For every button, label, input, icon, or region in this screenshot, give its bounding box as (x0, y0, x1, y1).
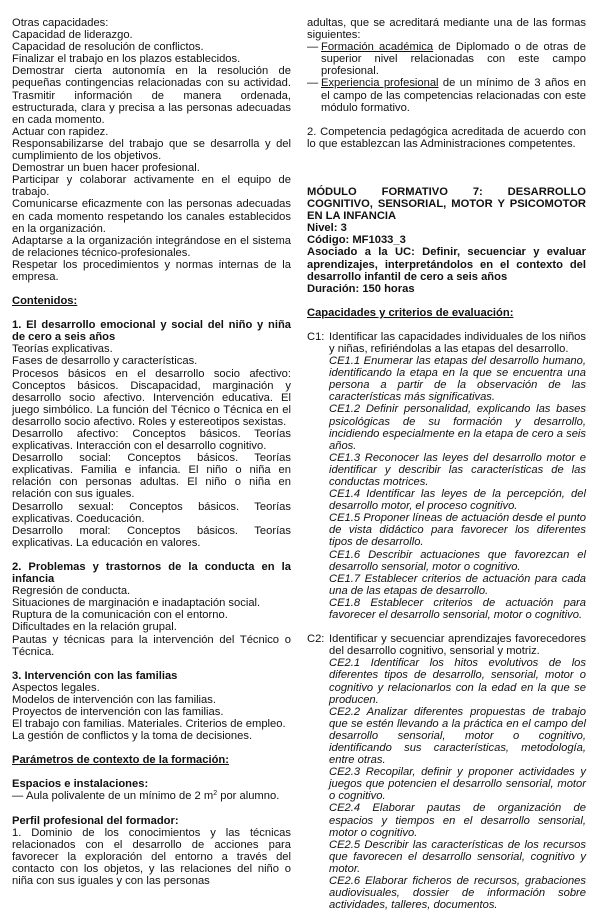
perfil-item-1: 1. Dominio de los conocimientos y las técnicas relacionados con el desarrollo de acciones para favorecer la exploración del entorno a través del contacto con los objetos, y las relaciones del niño o niña con sus iguales y con las personas (12, 826, 291, 887)
module-asociado: Asociado a la UC: Definir, secuenciar y evaluar aprendizajes, interpretándolos en el contexto del desarrollo infantil de cero a seis años (307, 246, 586, 283)
ce-item: CE1.8 Establecer criterios de actuación para favorecer el desarrollo sensorial, motor o cognitivo. (329, 596, 586, 622)
section-item: Desarrollo sexual: Conceptos básicos. Teorías explicativas. Coeducación. (12, 500, 291, 525)
section-item: Procesos básicos en el desarrollo socio afectivo: Conceptos básicos. Discapacidad, marginación y desarrollo socio afectivo. Intervención educativa. El juego simbólico. La función del Técnico o Técnica en el desarrollo socio afectivo. Roles y estereotipos sexistas. (12, 367, 291, 428)
section-item: Dificultades en la relación grupal. (12, 621, 177, 634)
criterion-code: C1: (307, 330, 325, 343)
module-header (307, 186, 586, 295)
section-title: 2. Problemas y trastornos de la conducta en la infancia (12, 560, 291, 586)
section-item: Desarrollo afectivo: Conceptos básicos. Teorías explicativas. Interacción con el desarrollo cognitivo. (12, 428, 291, 453)
dash-bullet: — (307, 41, 319, 54)
section-item: La gestión de conflictos y la toma de decisiones. (12, 730, 253, 743)
espacios-title: Espacios e instalaciones: (12, 778, 149, 791)
otras-capacidades-intro: Otras capacidades: (12, 17, 109, 29)
left-column (12, 17, 291, 887)
capacidad-item: Capacidad de resolución de conflictos. (12, 41, 204, 54)
section-item: Regresión de conducta. (12, 585, 131, 598)
section-item: Modelos de intervención con las familias. (12, 693, 216, 706)
section-item: Desarrollo social: Conceptos básicos. Teorías explicativas. Familia e infancia. El niño o niña en relación con personas adultas. El niño o niña en relación con sus iguales. (12, 452, 291, 501)
espacios-item (12, 790, 291, 802)
contenido-section-2 (12, 561, 291, 658)
perfil-continued (307, 17, 586, 150)
capacidad-item: Comunicarse eficazmente con las personas adecuadas en cada momento respetando los canales establecidos en la organización. (12, 198, 291, 235)
criterion-text: Identificar y secuenciar aprendizajes favorecedores del desarrollo cognitivo, sensorial y motriz. (329, 633, 586, 658)
module-title: MÓDULO FORMATIVO 7: DESARROLLO COGNITIVO, SENSORIAL, MOTOR Y PSICOMOTOR EN LA INFANCIA (307, 185, 586, 223)
capacidad-item: Participar y colaborar activamente en el equipo de trabajo. (12, 174, 291, 199)
form-text: de Diplomado o de otras de superior nivel relacionadas con este campo profesional. (321, 41, 587, 78)
module-duracion: Duración: 150 horas (307, 282, 415, 295)
ce-item: CE1.6 Describir actuaciones que favorezcan el desarrollo sensorial, motor o cognitivo. (329, 548, 586, 573)
capacidad-item: Demostrar cierta autonomía en la resolución de pequeñas contingencias relacionadas con su actividad. Trasmitir información de manera ordenada, estructurada, clara y precisa a las personas adecuadas en cada momento. (12, 65, 291, 126)
section-item: Aspectos legales. (12, 681, 100, 694)
superscript-two: 2 (213, 790, 218, 798)
criterion-c2 (307, 633, 586, 911)
section-title: 1. El desarrollo emocional y social del niño y niña de cero a seis años (12, 319, 291, 344)
section-item: Fases de desarrollo y características. (12, 355, 198, 368)
capacidad-item: Demostrar un buen hacer profesional. (12, 162, 200, 175)
section-item: Situaciones de marginación e inadaptación social. (12, 597, 261, 610)
criterion-c1 (307, 331, 586, 621)
perfil-title: Perfil profesional del formador: (12, 814, 179, 827)
capacidad-item: Actuar con rapidez. (12, 125, 109, 138)
module-codigo: Código: MF1033_3 (307, 234, 406, 247)
section-item: Ruptura de la comunicación con el entorno. (12, 609, 228, 622)
dash-bullet: — (12, 790, 24, 803)
section-item: Teorías explicativas. (12, 343, 113, 356)
parametros-heading: Parámetros de contexto de la formación: (12, 754, 229, 767)
capacidades-heading: Capacidades y criterios de evaluación: (307, 306, 514, 319)
criterion-text: Identificar las capacidades individuales de los niños y niñas, refiriéndolas a las etapas del desarrollo. (329, 330, 586, 355)
acreditacion-form (307, 77, 586, 113)
ce-item: CE1.4 Identificar las leyes de la percepción, del desarrollo motor, el proceso cognitivo. (329, 488, 586, 513)
espacios-text-end: por alumno. (217, 790, 280, 803)
espacios-text: Aula polivalente de un mínimo de 2 m (26, 790, 214, 803)
ce-item: CE2.2 Analizar diferentes propuestas de trabajo que se estén llevando a la práctica en el campo del desarrollo sensorial, motor o cognitivo, identificando sus características, metodología, entre otras. (329, 705, 586, 767)
ce-item: CE2.4 Elaborar pautas de organización de espacios y tiempos en el desarrollo sensorial, motor o cognitivo. (329, 802, 586, 839)
right-column (307, 17, 586, 911)
form-underlined: Experiencia profesional (321, 77, 439, 90)
ce-item: CE1.7 Establecer criterios de actuación para cada una de las etapas de desarrollo. (329, 572, 586, 597)
ce-item: CE1.2 Definir personalidad, explicando las bases psicológicas de su formación y desarrollo, incidiendo especialmente en la etapa de cero a seis años. (329, 403, 586, 452)
capacidad-item: Respetar los procedimientos y normas internas de la empresa. (12, 258, 291, 283)
form-text: de un mínimo de 3 años en el campo de las competencias relacionadas con este módulo formativo. (321, 77, 586, 114)
perfil-item-2: 2. Competencia pedagógica acreditada de acuerdo con lo que establezcan las Administraciones competentes. (307, 125, 586, 150)
ce-item: CE2.5 Describir las características de los recursos que favorecen el desarrollo sensorial, cognitivo y motor. (329, 838, 586, 875)
section-item: Proyectos de intervención con las familias. (12, 705, 224, 718)
ce-item: CE2.3 Recopilar, definir y proponer actividades y juegos que potencien el desarrollo sensorial, motor o cognitivo. (329, 766, 586, 803)
contenido-section-1 (12, 319, 291, 549)
parametros-contexto (12, 754, 291, 887)
capacidad-item: Finalizar el trabajo en los plazos establecidos. (12, 53, 241, 66)
dash-bullet: — (307, 77, 319, 90)
section-item: Desarrollo moral: Conceptos básicos. Teorías explicativas. La educación en valores. (12, 524, 291, 549)
capacidad-item: Capacidad de liderazgo. (12, 29, 133, 42)
perfil-item-1-continued: adultas, que se acreditará mediante una de las formas siguientes: (307, 17, 586, 42)
criterion-code: C2: (307, 633, 325, 646)
ce-item: CE2.1 Identificar los hitos evolutivos de los diferentes tipos de desarrollo, sensorial, motor o cognitivo y relacionarlos con la edad en la que se producen. (329, 657, 586, 706)
capacidades-criterios (307, 307, 586, 911)
form-underlined: Formación académica (321, 41, 434, 54)
capacidad-item: Responsabilizarse del trabajo que se desarrolla y del cumplimiento de los objetivos. (12, 137, 291, 163)
capacidad-item: Adaptarse a la organización integrándose en el sistema de relaciones técnico-profesionales. (12, 234, 291, 259)
ce-item: CE2.6 Elaborar ficheros de recursos, grabaciones audiovisuales, dossier de información sobre actividades, talleres, documentos. (329, 875, 586, 911)
ce-item: CE1.5 Proponer líneas de actuación desde el punto de vista didáctico para favorecer los diferentes tipos de desarrollo. (329, 512, 586, 549)
section-item: Pautas y técnicas para la intervención del Técnico o Técnica. (12, 633, 291, 658)
section-item: El trabajo con familias. Materiales. Criterios de empleo. (12, 718, 286, 731)
contenido-section-3 (12, 670, 291, 743)
contenidos-heading: Contenidos: (12, 295, 78, 308)
module-nivel: Nivel: 3 (307, 222, 347, 235)
otras-capacidades (12, 17, 291, 283)
ce-item: CE1.3 Reconocer las leyes del desarrollo motor e identificar y describir las características de las conductas motrices. (329, 451, 586, 488)
contenidos (12, 295, 291, 742)
section-title: 3. Intervención con las familias (12, 669, 178, 682)
ce-item: CE1.1 Enumerar las etapas del desarrollo humano, identificando la etapa en la que se encuentra una persona a partir de la observación de las características más significativas. (329, 355, 586, 404)
acreditacion-form (307, 41, 586, 77)
